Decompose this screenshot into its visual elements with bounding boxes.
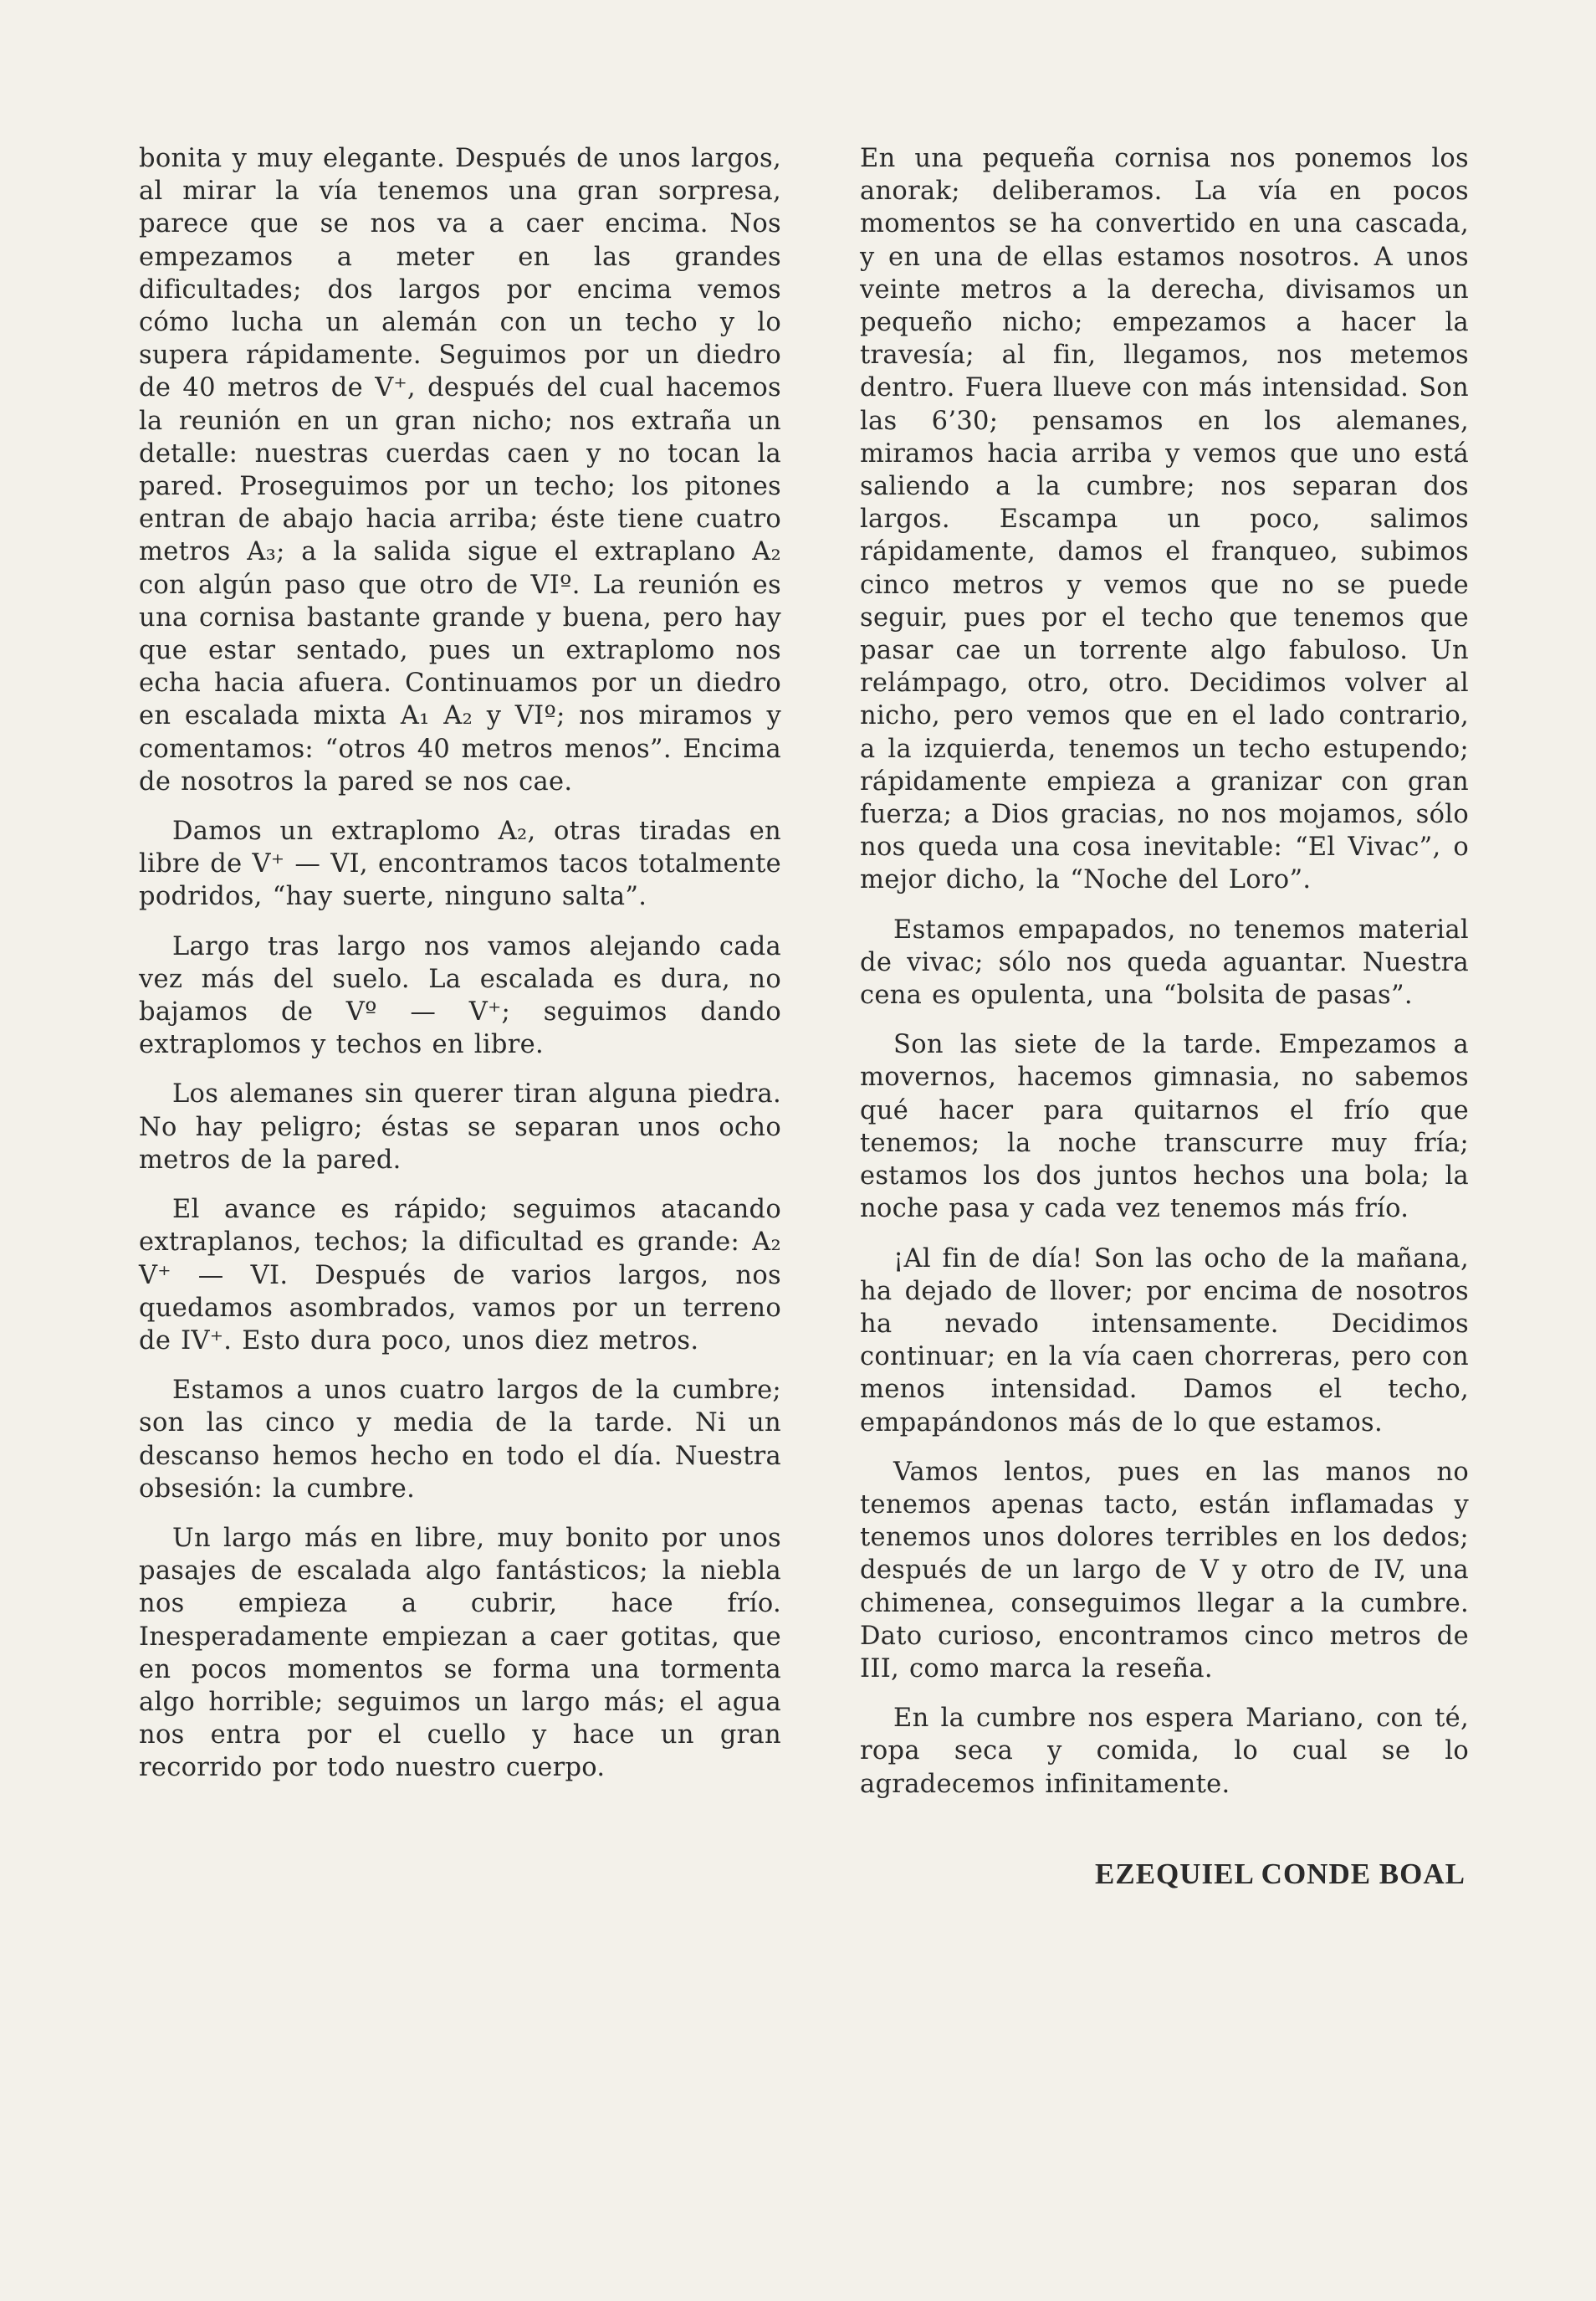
paragraph: El avance es rápido; seguimos atacando extraplanos, techos; la dificultad es grande: A₂ V⁺ — VI. Después de varios largos, nos quedamos asombrados, vamos por un terreno de IV⁺. Esto dura poco, unos diez metros. <box>139 1195 781 1355</box>
paragraph: Un largo más en libre, muy bonito por unos pasajes de escalada algo fantásticos; la niebla nos empieza a cubrir, hace frío. Inesperadamente empiezan a caer gotitas, que en pocos momentos se forma una tormenta algo horrible; seguimos un largo más; el agua nos entra por el cuello y hace un gran recorrido por todo nuestro cuerpo. <box>139 1523 781 1783</box>
paragraph: ¡Al fin de día! Son las ocho de la mañana, ha dejado de llover; por encima de nosotros ha nevado intensamente. Decidimos continuar; en la vía caen chorreras, pero con menos intensidad. Damos el techo, empapándonos más de lo que estamos. <box>860 1243 1469 1437</box>
paragraph: Los alemanes sin querer tiran alguna piedra. No hay peligro; éstas se separan unos ocho metros de la pared. <box>139 1079 781 1175</box>
paragraph: Estamos a unos cuatro largos de la cumbre; son las cinco y media de la tarde. Ni un descanso hemos hecho en todo el día. Nuestra obsesión: la cumbre. <box>139 1376 781 1504</box>
paragraph: Son las siete de la tarde. Empezamos a movernos, hacemos gimnasia, no sabemos qué hacer para quitarnos el frío que tenemos; la noche transcurre muy fría; estamos los dos juntos hechos una bola; la noche pasa y cada vez tenemos más frío. <box>860 1030 1469 1224</box>
author-signature: EZEQUIEL CONDE BOAL <box>1095 1857 1466 1890</box>
paragraph: Largo tras largo nos vamos alejando cada vez más del suelo. La escalada es dura, no bajamos de Vº — V⁺; seguimos dando extraplomos y techos en libre. <box>139 931 781 1060</box>
paragraph: Vamos lentos, pues en las manos no tenemos apenas tacto, están inflamadas y tenemos unos dolores terribles en los dedos; después de un largo de V y otro de IV, una chimenea, conseguimos llegar a la cumbre. Dato curioso, encontramos cinco metros de III, como marca la reseña. <box>860 1457 1469 1683</box>
right-column <box>860 142 1469 1891</box>
left-column <box>139 142 781 1785</box>
paragraph: En una pequeña cornisa nos ponemos los anorak; deliberamos. La vía en pocos momentos se ha convertido en una cascada, y en una de ellas estamos nosotros. A unos veinte metros a la derecha, divisamos un pequeño nicho; empezamos a hacer la travesía; al fin, llegamos, nos metemos dentro. Fuera llueve con más intensidad. Son las 6’30; pensamos en los alemanes, miramos hacia arriba y vemos que uno está saliendo a la cumbre; nos separan dos largos. Escampa un poco, salimos rápidamente, damos el franqueo, subimos cinco metros y vemos que no se puede seguir, pues por el techo que tenemos que pasar cae un torrente algo fabuloso. Un relámpago, otro, otro. Decidimos volver al nicho, pero vemos que en el lado contrario, a la izquierda, tenemos un techo estupendo; rápidamente empieza a granizar con gran fuerza; a Dios gracias, no nos mojamos, sólo nos queda una cosa inevitable: “El Vivac”, o mejor dicho, la “Noche del Loro”. <box>860 144 1469 895</box>
paragraph: Damos un extraplomo A₂, otras tiradas en libre de V⁺ — VI, encontramos tacos totalmente podridos, “hay suerte, ninguno salta”. <box>139 817 781 912</box>
paragraph: bonita y muy elegante. Después de unos largos, al mirar la vía tenemos una gran sorpresa, parece que se nos va a caer encima. Nos empezamos a meter en las grandes dificultades; dos largos por encima vemos cómo lucha un alemán con un techo y lo supera rápidamente. Seguimos por un diedro de 40 metros de V⁺, después del cual hacemos la reunión en un gran nicho; nos extraña un detalle: nuestras cuerdas caen y no tocan la pared. Proseguimos por un techo; los pitones entran de abajo hacia arriba; éste tiene cuatro metros A₃; a la salida sigue el extraplano A₂ con algún paso que otro de VIº. La reunión es una cornisa bastante grande y buena, pero hay que estar sentado, pues un extraplomo nos echa hacia afuera. Continuamos por un diedro en escalada mixta A₁ A₂ y VIº; nos miramos y comentamos: “otros 40 metros menos”. Encima de nosotros la pared se nos cae. <box>139 144 781 797</box>
paragraph: En la cumbre nos espera Mariano, con té, ropa seca y comida, lo cual se lo agradecemos infinitamente. <box>860 1704 1469 1799</box>
paragraph: Estamos empapados, no tenemos material de vivac; sólo nos queda aguantar. Nuestra cena es opulenta, una “bolsita de pasas”. <box>860 915 1469 1011</box>
